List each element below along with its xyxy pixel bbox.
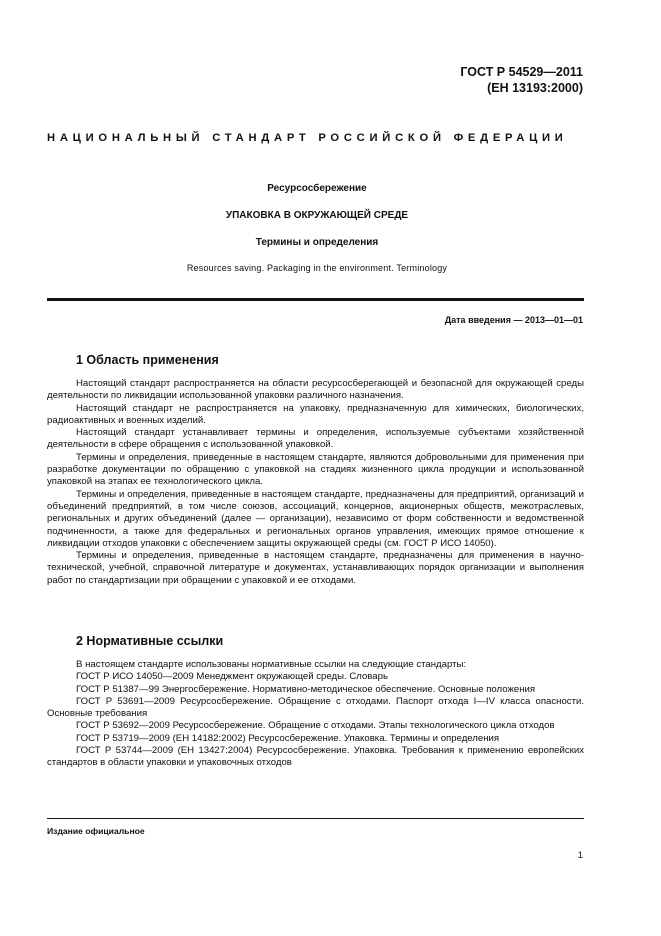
paragraph: В настоящем стандарте использованы нормативные ссылки на следующие стандарты: [76, 659, 467, 670]
standard-code [460, 64, 583, 96]
reference-item: ГОСТ Р ИСО 14050—2009 Менеджмент окружающей среды. Словарь [76, 671, 388, 683]
reference-item: ГОСТ Р 53691—2009 Ресурсосбережение. Обращение с отходами. Паспорт отхода I—IV класса опасности. Основные требования [47, 695, 584, 720]
section-1-heading: 1 Область применения [76, 353, 219, 367]
section-2-heading: 2 Нормативные ссылки [76, 634, 224, 648]
section-1-body [47, 378, 584, 587]
paragraph: Настоящий стандарт устанавливает термины и определения, используемые субъектами хозяйственной деятельности в сфере обращения с использованной упаковкой. [47, 427, 584, 451]
paragraph: Термины и определения, приведенные в настоящем стандарте, предназначены для применения в научно-технической, учебной, справочной литературе и документах, устанавливающих порядок организации и выполнения работ по стандартизации при обращении с упаковкой и ее отходами. [47, 550, 584, 586]
introduction-date: Дата введения — 2013—01—01 [444, 315, 583, 325]
reference-item: ГОСТ Р 53719—2009 (ЕН 14182:2002) Ресурсосбережение. Упаковка. Термины и определения [76, 732, 500, 744]
paragraph: Настоящий стандарт распространяется на области ресурсосберегающей и безопасной для окружающей среды деятельности по ликвидации использованной упаковки различного назначения. [47, 378, 584, 402]
title-line-2: УПАКОВКА В ОКРУЖАЮЩЕЙ СРЕДЕ [225, 210, 409, 221]
paragraph: Термины и определения, приведенные в настоящем стандарте, являются добровольными для применения при разработке документации по обращению с упаковкой на стадиях жизненного цикла продукции и использованной упаковкой на этапах ее технологического цикла. [47, 451, 584, 488]
paragraph: Термины и определения, приведенные в настоящем стандарте, предназначены для предприятий, организаций и объединений предприятий, в том числе союзов, ассоциаций, концернов, акционерных обществ, межотраслевых, региональных и других объединений (далее — организации), независимо от форм собственности и ведомственной подчиненности, а также для федеральных и региональных органов управления, имеющих прямое отношение к ликвидации отходов упаковки с обеспечением защиты окружающей среды (см. ГОСТ Р ИСО 14050). [47, 488, 584, 549]
title-line-1: Ресурсосбережение [267, 183, 367, 194]
standard-en-number: (ЕН 13193:2000) [487, 81, 583, 95]
section-2-body [47, 659, 584, 770]
footer-divider [47, 818, 584, 819]
reference-item: ГОСТ Р 53692—2009 Ресурсосбережение. Обращение с отходами. Этапы технологического цикла отходов [76, 720, 555, 732]
page-number: 1 [577, 850, 583, 861]
header-divider [47, 298, 584, 301]
reference-item: ГОСТ Р 51387—99 Энергосбережение. Нормативно-методическое обеспечение. Основные положения [76, 683, 536, 695]
national-standard-banner: НАЦИОНАЛЬНЫЙ СТАНДАРТ РОССИЙСКОЙ ФЕДЕРАЦИИ [47, 132, 568, 144]
title-english: Resources saving. Packaging in the environment. Terminology [186, 263, 448, 273]
official-edition-note: Издание официальное [47, 826, 145, 836]
paragraph: Настоящий стандарт не распространяется на упаковку, предназначенную для химических, биологических, радиоактивных и военных изделий. [47, 402, 584, 426]
standard-number: ГОСТ Р 54529—2011 [460, 65, 583, 79]
reference-item: ГОСТ Р 53744—2009 (ЕН 13427:2004) Ресурсосбережение. Упаковка. Требования к применению европейских стандартов в области упаковки и упаковочных отходов [47, 745, 584, 769]
title-line-3: Термины и определения [255, 237, 379, 248]
